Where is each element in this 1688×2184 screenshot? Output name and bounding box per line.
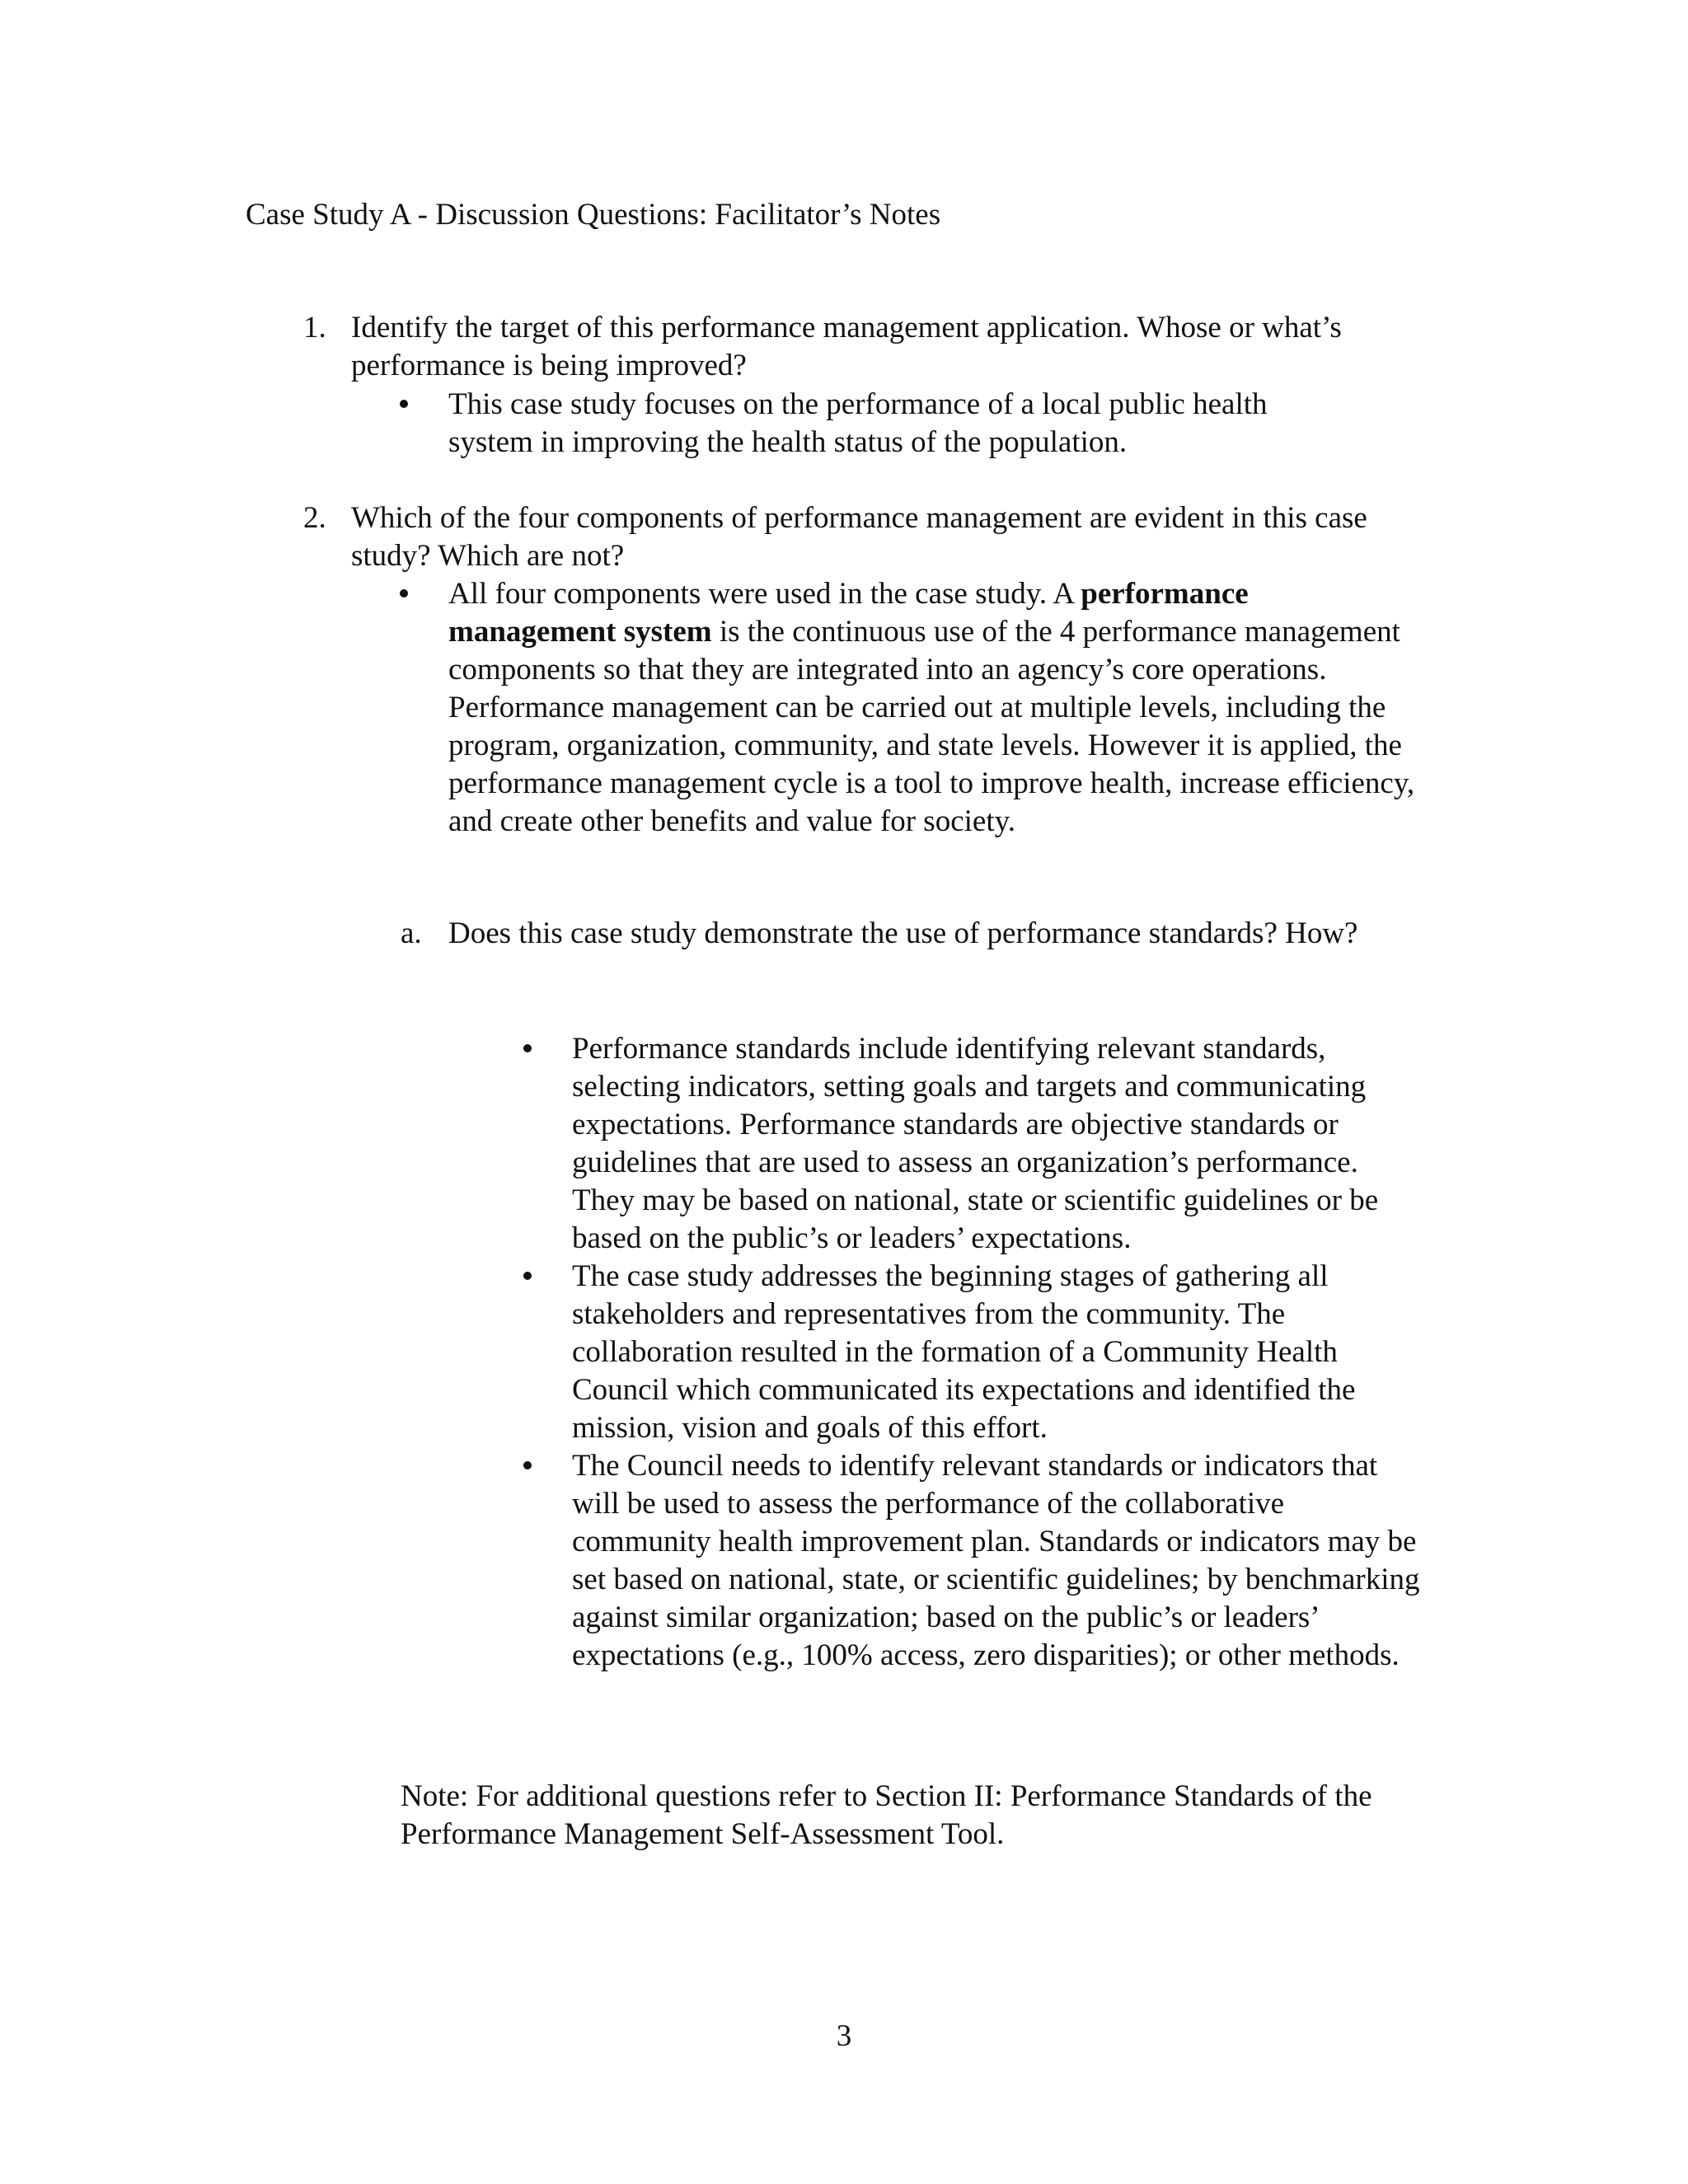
question-2-bullets [448,575,1421,841]
question-number: 1. [303,311,326,344]
subquestion-text: Does this case study demonstrate the use of performance standards? How? [448,916,1358,950]
bullet-text: The Council needs to identify relevant standards or indicators that will be used to assess the performance of the collaborative community health improvement plan. Standards or indicators may be set based on national, state, or scientific guidelines; by benchmarking against similar organization; based on the public’s or leaders’ expectations (e.g., 100% access, zero disparities); or other methods. [572,1449,1420,1672]
bullet-text: The case study addresses the beginning stages of gathering all stakeholders and representatives from the community. The collaboration resulted in the formation of a Community Health Council which communicated its expectations and identified the mission, vision and goals of this effort. [572,1259,1356,1445]
bullet-text-suffix: is the continuous use of the 4 performance management components so that they are integrated into an agency’s core operations. Performance management can be carried out at multiple levels, including the program, organization, community, and state levels. However it is applied, the performance management cycle is a tool to improve health, increase efficiency, and create other benefits and value for society. [448,615,1415,838]
bullet-icon [523,1044,532,1052]
subquestion-a-bullets [572,1030,1426,1675]
question-1-bullets [448,386,1339,462]
question-text: Which of the four components of performance management are evident in this case study? Which are not? [351,501,1367,573]
bullet-text: This case study focuses on the performance of a local public health system in improving the health status of the population. [448,387,1268,459]
question-number: 2. [303,501,326,535]
bullet-icon [523,1461,532,1469]
bullet-icon [400,589,408,598]
bullet-item [448,575,1421,841]
page-number: 3 [836,2019,852,2053]
bullet-item [448,386,1339,462]
bullet-icon [400,400,408,408]
question-text: Identify the target of this performance management application. Whose or what’s performance is being improved? [351,311,1342,382]
page-title: Case Study A - Discussion Questions: Facilitator’s Notes [246,198,941,232]
bullet-item [572,1030,1426,1258]
bullet-icon [523,1272,532,1280]
bullet-item [572,1258,1426,1447]
bold-term: performance management system [448,577,1249,649]
note-paragraph: Note: For additional questions refer to Section II: Performance Standards of the Performance Management Self-Assessment Tool. [401,1779,1372,1851]
subquestion-letter: a. [401,916,422,950]
bullet-text-prefix: All four components were used in the case study. A [448,577,1081,611]
bullet-text: Performance standards include identifying relevant standards, selecting indicators, setting goals and targets and communicating expectations. Performance standards are objective standards or guidelines that are used to assess an organization’s performance. They may be based on national, state or scientific guidelines or be based on the public’s or leaders’ expectations. [572,1032,1379,1255]
bullet-item [572,1447,1426,1675]
